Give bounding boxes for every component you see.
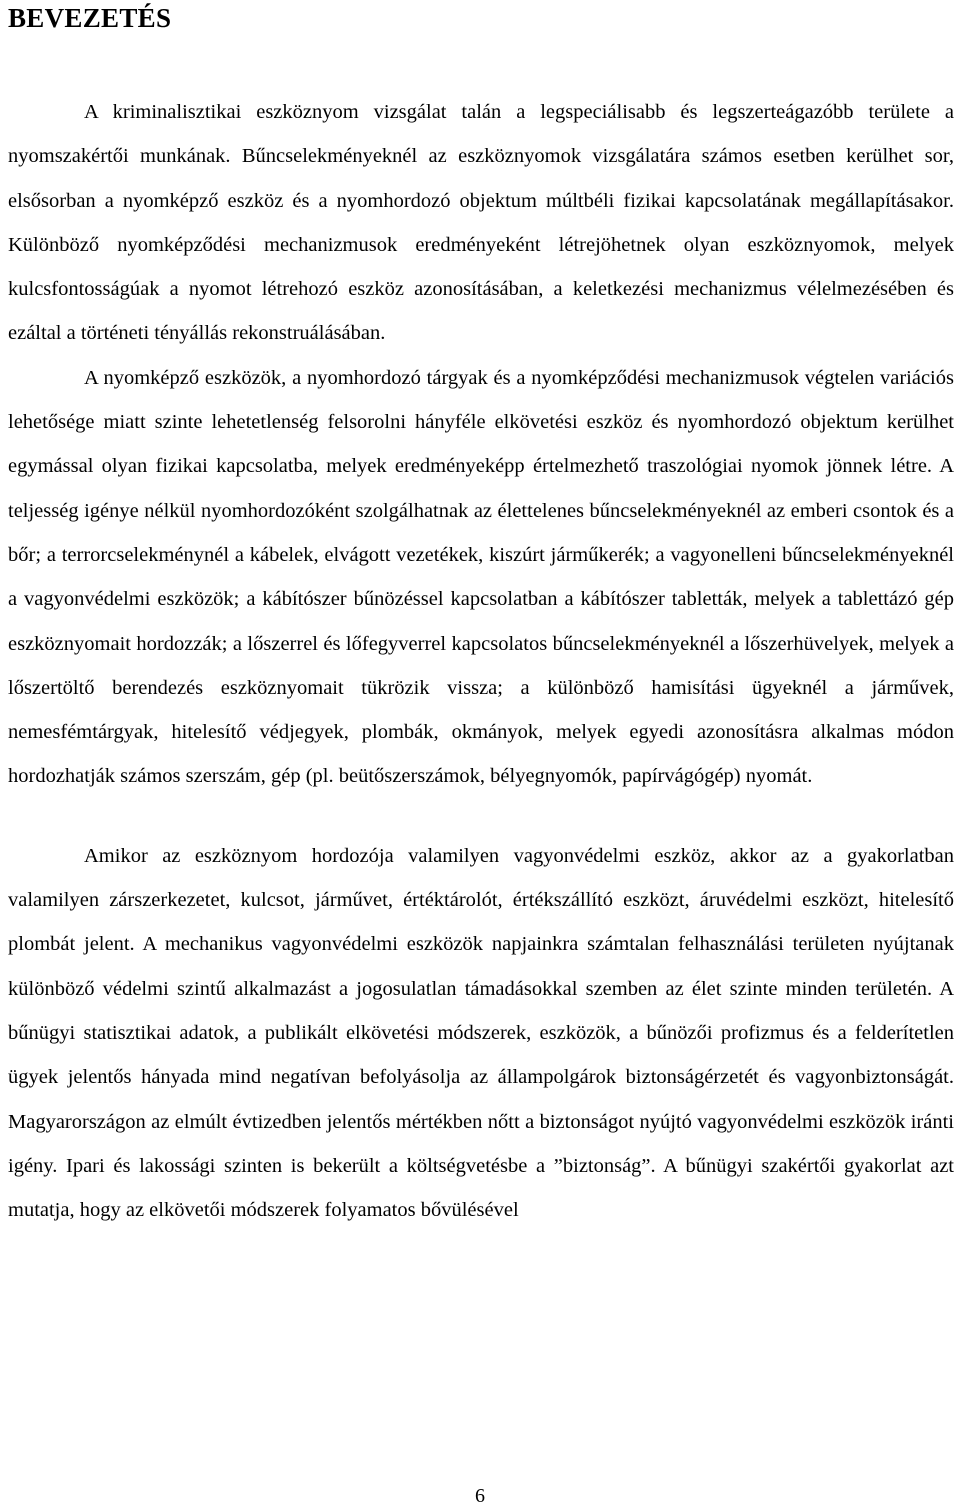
page-number: 6 xyxy=(475,1485,485,1507)
body-text xyxy=(8,90,954,1232)
paragraph-2: A nyomképző eszközök, a nyomhordozó tárgyak és a nyomképződési mechanizmusok végtelen variációs lehetősége miatt szinte lehetetlenség felsorolni hányféle elkövetési eszköz és nyomhordozó objektum kerülhet egymással olyan fizikai kapcsolatba, melyek eredményeképp értelmezhető traszológiai nyomok jönnek létre. A teljesség igénye nélkül nyomhordozóként szolgálhatnak az élettelenes bűncselekményeknél az emberi csontok és a bőr; a terrorcselekménynél a kábelek, elvágott vezetékek, kiszúrt járműkerék; a vagyonelleni bűncselekményeknél a vagyonvédelmi eszközök; a kábítószer bűnözéssel kapcsolatban a kábítószer tabletták, melyek a tablettázó gép eszköznyomait hordozzák; a lőszerrel és lőfegyverrel kapcsolatos bűncselekményeknél a lőszerhüvelyek, melyek a lőszertöltő berendezés eszköznyomait tükrözik vissza; a különböző hamisítási ügyeknél a járművek, nemesfémtárgyak, hitelesítő védjegyek, plombák, okmányok, melyek egyedi azonosításra alkalmas módon hordozhatják számos szerszám, gép (pl. beütőszerszámok, bélyegnyomók, papírvágógép) nyomát. xyxy=(8,366,954,788)
paragraph-1: A kriminalisztikai eszköznyom vizsgálat talán a legspeciálisabb és legszerteágazóbb területe a nyomszakértői munkának. Bűncselekményeknél az eszköznyomok vizsgálatára számos esetben kerülhet sor, elsősorban a nyomképző eszköz és a nyomhordozó objektum múltbéli fizikai kapcsolatának megállapításakor. Különböző nyomképződési mechanizmusok eredményeként létrejöhetnek olyan eszköznyomok, melyek kulcsfontosságúak a nyomot létrehozó eszköz azonosításában, a keletkezési mechanizmus vélelmezésében és ezáltal a történeti tényállás rekonstruálásában. xyxy=(8,101,954,345)
section-heading: BEVEZETÉS xyxy=(8,3,172,33)
paragraph-3: Amikor az eszköznyom hordozója valamilyen vagyonvédelmi eszköz, akkor az a gyakorlatban valamilyen zárszerkezetet, kulcsot, járművet, értéktárolót, értékszállító eszközt, áruvédelmi eszközt, hitelesítő plombát jelent. A mechanikus vagyonvédelmi eszközök napjainkra számtalan felhasználási területen nyújtanak különböző védelmi szintű alkalmazást a jogosulatlan támadásokkal szemben az élet szinte minden területén. A bűnügyi statisztikai adatok, a publikált elkövetési módszerek, eszközök, a bűnözői profizmus és a felderítetlen ügyek jelentős hányada mind negatívan befolyásolja az állampolgárok biztonságérzetét és vagyonbiztonságát. Magyarországon az elmúlt évtizedben jelentős mértékben nőtt a biztonságot nyújtó vagyonvédelmi eszközök iránti igény. Ipari és lakossági szinten is bekerült a költségvetésbe a ”biztonság”. A bűnügyi szakértői gyakorlat azt mutatja, hogy az elkövetői módszerek folyamatos bővülésével xyxy=(8,844,954,1222)
